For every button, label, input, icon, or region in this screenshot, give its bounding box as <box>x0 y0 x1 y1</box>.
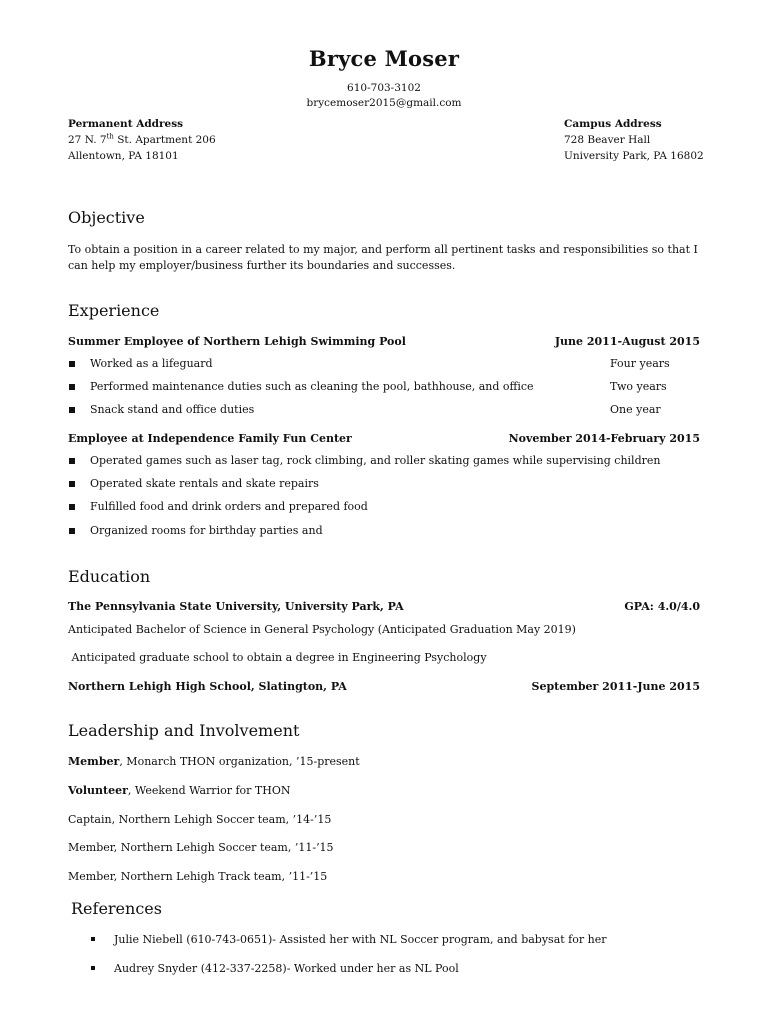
job-bullet-duration: One year <box>610 403 661 416</box>
job-bullet: Snack stand and office duties <box>90 403 255 416</box>
job-bullet: Organized rooms for birthday parties and <box>90 524 323 537</box>
leadership-item: Volunteer, Weekend Warrior for THON <box>68 784 291 797</box>
bullet-icon <box>69 528 75 534</box>
email-address: brycemoser2015@gmail.com <box>306 97 462 109</box>
campus-address-line2: University Park, PA 16802 <box>564 150 704 162</box>
job-bullet: Worked as a lifeguard <box>90 357 213 370</box>
school-dates: September 2011-June 2015 <box>531 680 700 693</box>
permanent-address-line1: 27 N. 7th St. Apartment 206 <box>68 132 216 146</box>
bullet-icon <box>69 504 75 510</box>
job-title: Summer Employee of Northern Lehigh Swimming Pool <box>68 335 406 348</box>
leadership-item: Member, Monarch THON organization, ’15-present <box>68 755 360 768</box>
bullet-icon <box>91 966 95 970</box>
reference-item: Audrey Snyder (412-337-2258)- Worked under her as NL Pool <box>114 962 459 975</box>
reference-item: Julie Niebell (610-743-0651)- Assisted her with NL Soccer program, and babysat for her <box>114 933 607 946</box>
job-bullet: Performed maintenance duties such as cleaning the pool, bathhouse, and office <box>90 380 534 393</box>
school-name: The Pennsylvania State University, University Park, PA <box>68 600 404 613</box>
job-dates: November 2014-February 2015 <box>508 432 700 445</box>
job-bullet: Operated skate rentals and skate repairs <box>90 477 319 490</box>
permanent-address-line2: Allentown, PA 18101 <box>68 150 179 162</box>
bullet-icon <box>69 361 75 367</box>
objective-heading: Objective <box>68 208 145 227</box>
job-bullet-duration: Two years <box>610 380 667 393</box>
degree-text: Anticipated Bachelor of Science in General Psychology (Anticipated Graduation May 2019) <box>68 623 576 636</box>
campus-address-heading: Campus Address <box>564 118 662 130</box>
bullet-icon <box>91 937 95 941</box>
experience-heading: Experience <box>68 301 160 320</box>
school-name: Northern Lehigh High School, Slatington, PA <box>68 680 347 693</box>
phone-number: 610-703-3102 <box>347 82 421 94</box>
permanent-address-heading: Permanent Address <box>68 118 184 130</box>
bullet-icon <box>69 407 75 413</box>
leadership-item: Captain, Northern Lehigh Soccer team, ’14-’15 <box>68 813 332 826</box>
job-dates: June 2011-August 2015 <box>554 335 700 348</box>
references-heading: References <box>71 899 162 918</box>
objective-line2: can help my employer/business further its boundaries and successes. <box>68 259 456 272</box>
job-bullet: Operated games such as laser tag, rock climbing, and roller skating games while supervising children <box>90 454 661 467</box>
leadership-item: Member, Northern Lehigh Soccer team, ’11-’15 <box>68 841 334 854</box>
resume-name: Bryce Moser <box>308 46 460 71</box>
bullet-icon <box>69 458 75 464</box>
job-title: Employee at Independence Family Fun Center <box>68 432 352 445</box>
grad-school-text: Anticipated graduate school to obtain a degree in Engineering Psychology <box>68 651 487 664</box>
education-heading: Education <box>68 567 151 586</box>
job-bullet: Fulfilled food and drink orders and prepared food <box>90 500 368 513</box>
bullet-icon <box>69 384 75 390</box>
bullet-icon <box>69 481 75 487</box>
leadership-heading: Leadership and Involvement <box>68 721 300 740</box>
gpa: GPA: 4.0/4.0 <box>624 600 700 613</box>
campus-address-line1: 728 Beaver Hall <box>564 134 651 146</box>
job-bullet-duration: Four years <box>610 357 670 370</box>
objective-line1: To obtain a position in a career related to my major, and perform all pertinent tasks and responsibilities so that I <box>68 243 698 256</box>
leadership-item: Member, Northern Lehigh Track team, ’11-’15 <box>68 870 328 883</box>
